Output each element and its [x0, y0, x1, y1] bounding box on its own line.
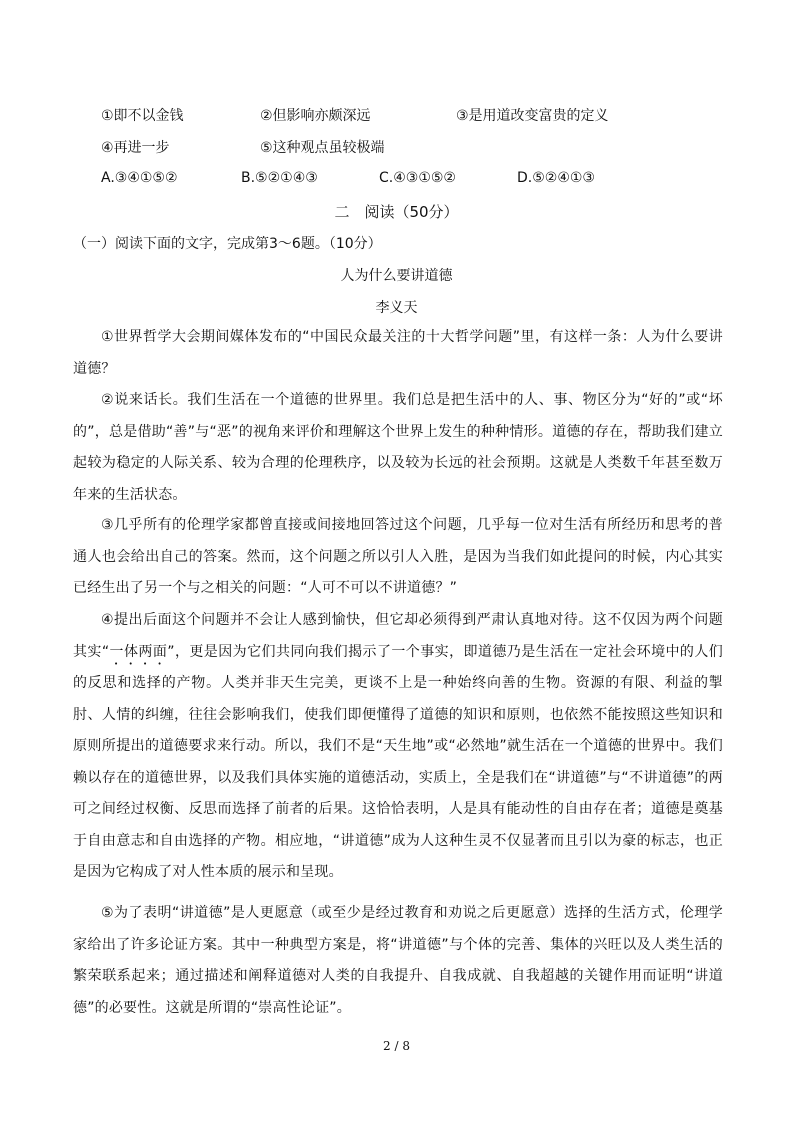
section-instruction: （一）阅读下面的文字，完成第3～6题。（10分） — [73, 236, 382, 252]
paragraph-5: ⑤为了表明“讲道德”是人更愿意（或至少是经过教育和劝说之后更愿意）选择的生活方式，伦理学家给出了许多论证方案。其中一种典型方案是，将“讲道德”与个体的完善、集体的兴旺以及人类生活的繁荣联系起来；通过描述和阐释道德对人类的自我提升、自我成就、自我超越的关键作用而证明“讲道德”的必要性。这就是所谓的“崇高性论证”。 — [73, 905, 723, 1016]
section-title: 二 阅读（50分） — [334, 203, 459, 221]
page-number: 2 / 8 — [383, 1039, 410, 1053]
option-5: ⑤这种观点虽较极端 — [260, 140, 385, 156]
paragraph-4-rest: ”，更是因为它们共同向我们揭示了一个事实，即道德乃是生活在一定社会环境中的人们的反思和选择的产物。人类并非天生完美，更谈不上是一种始终向善的生物。资源的有限、利益的掣肘、人情的纠缠，往往会影响我们，使我们即便懂得了道德的知识和原则，也依然不能按照这些知识和原则所提出的道德要求来行动。所以，我们不是“天生地”或“必然地”就生活在一个道德的世界中。我们赖以存在的道德世界，以及我们具体实施的道德活动，实质上，全是我们在“讲道德”与“不讲道德”的两可之间经过权衡、反思而选择了前者的后果。这恰恰表明，人是具有能动性的自由存在者；道德是奠基于自由意志和自由选择的产物。相应地，“讲道德”成为人这种生灵不仅显著而且引以为豪的标志，也正是因为它构成了对人性本质的展示和呈现。 — [73, 643, 723, 880]
emphasized-phrase: 一体两面 — [109, 643, 168, 660]
answer-a: A.③④①⑤② — [101, 170, 178, 186]
paragraph-2: ②说来话长。我们生活在一个道德的世界里。我们总是把生活中的人、事、物区分为“好的”或“坏的”，总是借助“善”与“恶”的视角来评价和理解这个世界上发生的种种情形。道德的存在，帮助我们建立起较为稳定的人际关系、较为合理的伦理秩序，以及较为长远的社会预期。这就是人类数千年甚至数万年来的生活状态。 — [73, 392, 723, 503]
answer-b: B.⑤②①④③ — [241, 170, 318, 186]
option-4: ④再进一步 — [101, 140, 170, 156]
paragraph-4 — [73, 605, 723, 889]
answer-c: C.④③①⑤② — [379, 170, 456, 186]
article-title: 人为什么要讲道德 — [340, 268, 453, 284]
article-author: 李义天 — [375, 300, 418, 316]
option-1: ①即不以金钱 — [101, 108, 184, 124]
option-2: ②但影响亦颇深远 — [260, 108, 371, 124]
answer-d: D.⑤②④①③ — [517, 170, 595, 186]
option-3: ③是用道改变富贵的定义 — [456, 108, 609, 124]
paragraph-3: ③几乎所有的伦理学家都曾直接或间接地回答过这个问题，几乎每一位对生活有所经历和思考的普通人也会给出自己的答案。然而，这个问题之所以引人入胜，是因为当我们如此提问的时候，内心其实已经生出了另一个与之相关的问题：“人可不可以不讲道德？” — [73, 517, 723, 596]
paragraph-4-start: ④提出后面这个问题并不会让人感到愉快，但它却必须得到严肃认真地对待。这不仅因为两个问题其实“ — [73, 612, 723, 660]
paragraph-1: ①世界哲学大会期间媒体发布的“中国民众最关注的十大哲学问题”里，有这样一条：人为什么要讲道德？ — [73, 329, 723, 377]
